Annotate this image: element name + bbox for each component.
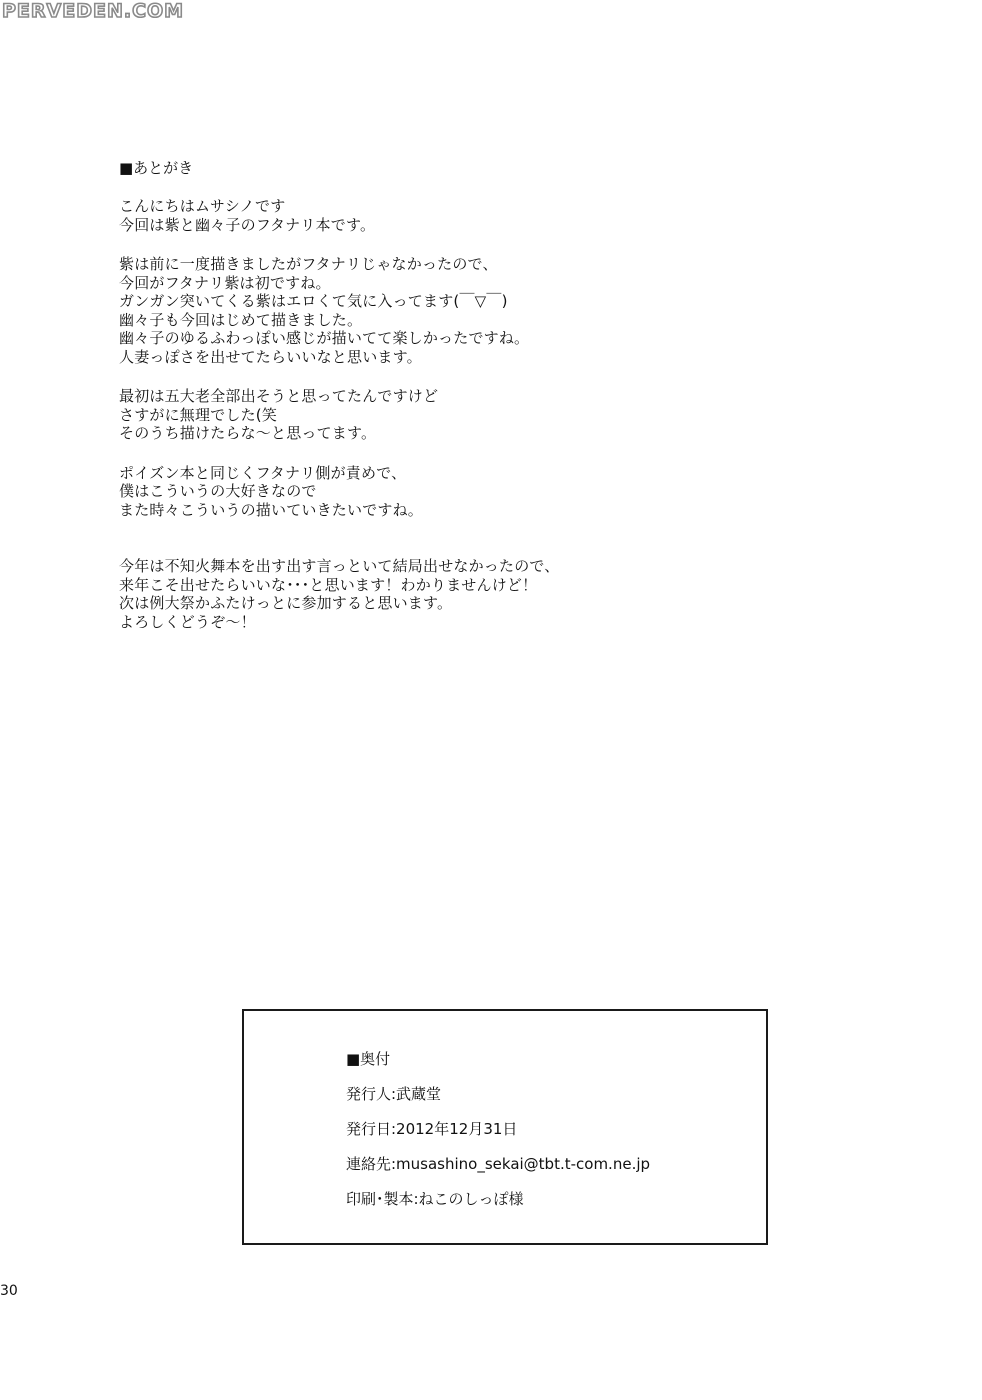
afterword-paragraph-1 xyxy=(119,197,879,234)
colophon-content xyxy=(346,1049,650,1224)
afterword-line: 僕はこういうの大好きなので xyxy=(119,482,317,500)
afterword-line: ガンガン突いてくる紫はエロくて気に入ってます(￣▽￣) xyxy=(119,292,508,310)
afterword-line: 今回がフタナリ紫は初ですね。 xyxy=(119,273,331,292)
watermark-logo: PERVEDEN.COM xyxy=(2,0,185,22)
afterword-paragraph-3 xyxy=(119,387,879,443)
afterword-paragraph-2 xyxy=(119,255,879,366)
afterword-line: 最初は五大老全部出そうと思ってたんですけど xyxy=(119,387,439,405)
afterword-line: 今回は紫と幽々子のフタナリ本です。 xyxy=(119,215,376,234)
afterword-line: 人妻っぽさを出せてたらいいなと思います。 xyxy=(119,347,422,366)
afterword-line: こんにちはムサシノです xyxy=(119,197,286,215)
afterword-line: また時々こういうの描いていきたいですね。 xyxy=(119,500,424,519)
colophon-publisher: 発行人:武蔵堂 xyxy=(346,1085,442,1103)
colophon-box xyxy=(242,1009,768,1245)
colophon-contact: 連絡先:musashino_sekai@tbt.t-com.ne.jp xyxy=(346,1155,651,1173)
afterword-line: 紫は前に一度描きましたがフタナリじゃなかったので、 xyxy=(119,255,498,273)
afterword-line: 次は例大祭かふたけっとに参加すると思います。 xyxy=(119,594,453,612)
afterword-paragraph-5 xyxy=(119,557,879,631)
afterword-line: さすがに無理でした(笑 xyxy=(119,405,278,424)
afterword-line: 幽々子のゆるふわっぽい感じが描いてて楽しかったですね。 xyxy=(119,329,530,347)
afterword-heading: ■あとがき xyxy=(119,159,194,177)
colophon-heading: ■奥付 xyxy=(346,1050,391,1068)
page-number: 30 xyxy=(0,1283,18,1299)
afterword-line: よろしくどうぞ～！ xyxy=(119,612,256,631)
afterword-line: 幽々子も今回はじめて描きました。 xyxy=(119,310,363,329)
colophon-printing: 印刷･製本:ねこのしっぽ様 xyxy=(346,1190,524,1208)
afterword-line: 来年こそ出せたらいいな･･･と思います！わかりませんけど！ xyxy=(119,575,538,594)
afterword-paragraph-4 xyxy=(119,464,879,520)
afterword-section xyxy=(119,157,879,652)
afterword-line: そのうち描けたらな～と思ってます。 xyxy=(119,424,377,442)
colophon-date: 発行日:2012年12月31日 xyxy=(346,1120,518,1138)
afterword-line: ポイズン本と同じくフタナリ側が責めで、 xyxy=(119,463,407,482)
afterword-line: 今年は不知火舞本を出す出す言っといて結局出せなかったので、 xyxy=(119,557,560,575)
